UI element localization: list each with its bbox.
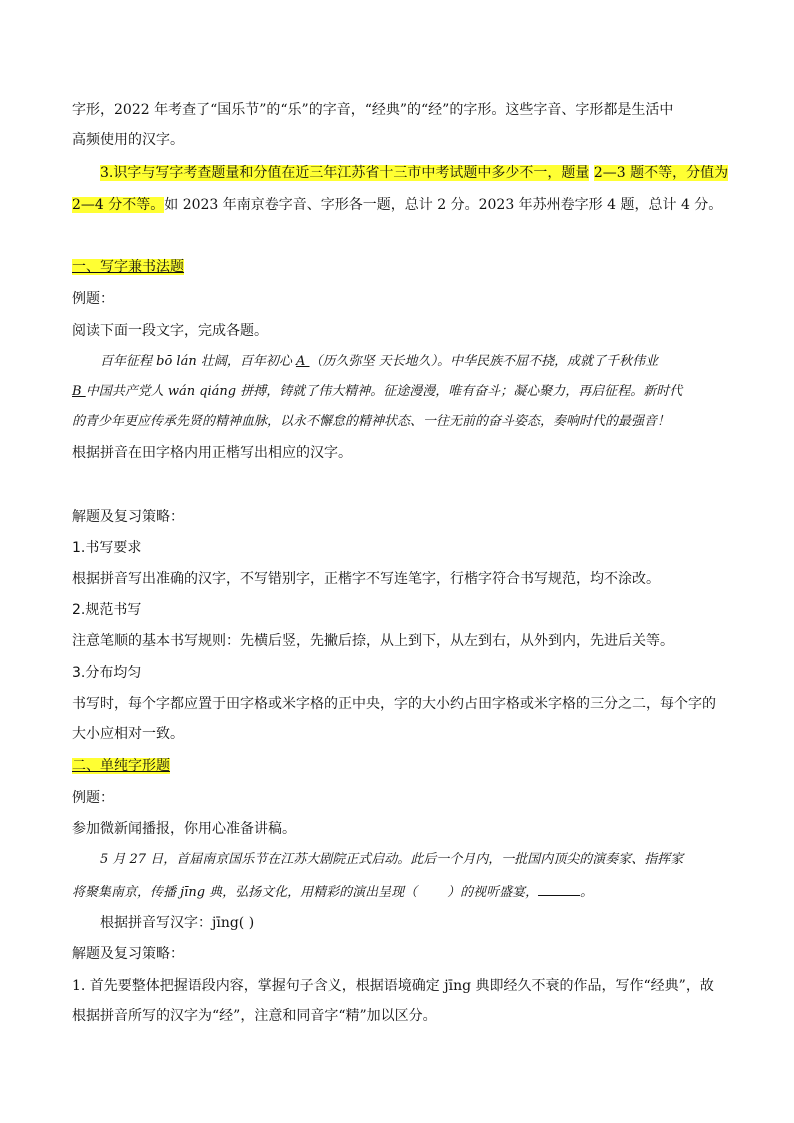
paragraph-line [72, 321, 268, 341]
passage-line [72, 881, 593, 903]
text: 高频使用的汉字。 [72, 132, 184, 148]
example-label [72, 788, 114, 808]
list-item [72, 538, 141, 558]
text: 例题： [72, 790, 114, 806]
text: 根据拼音写汉字：jīng( ) [100, 915, 255, 931]
paragraph-line [72, 694, 716, 714]
passage-line [72, 382, 682, 402]
paragraph-line [72, 443, 352, 463]
highlight-text: 3.识字与写字考查题量和分值在近三年江苏省十三市中考试题中多少不一，题量 [100, 165, 590, 181]
paragraph-line [72, 724, 184, 744]
text: 注意笔顺的基本书写规则：先横后竖，先撇后捺，从上到下，从左到右，从外到内，先进后关等。 [72, 633, 674, 649]
list-item [72, 600, 141, 620]
text: 参加微新闻播报，你用心准备讲稿。 [72, 821, 296, 837]
paragraph-line [72, 100, 673, 120]
text: 解题及复习策略： [72, 509, 184, 525]
paragraph-line [72, 569, 660, 589]
paragraph-line [72, 631, 674, 651]
example-label [72, 289, 114, 309]
blank-a: A [295, 354, 310, 369]
passage-line [72, 412, 670, 432]
text: 如 2023 年南京卷字音、字形各一题，总计 2 分。2023 年苏州卷字形 4 题，总计 4 分。 [164, 197, 723, 213]
text: 5 月 27 日，首届南京国乐节在江苏大剧院正式启动。此后一个月内，一批国内顶尖的演奏家、指挥家 [100, 852, 684, 867]
strategy-label [72, 944, 184, 964]
text: 3.分布均匀 [72, 665, 142, 681]
heading-text: 一、写字兼书法题 [72, 259, 184, 275]
text: 。 [580, 885, 594, 900]
text: 中国共产党人 wán qiáng 拼搏，铸就了伟大精神。征途漫漫，唯有奋斗；凝心聚力，再启征程。新时代 [85, 384, 683, 399]
section-heading [72, 756, 170, 776]
highlight-text: 2—4 分不等。 [72, 197, 165, 213]
text: 例题： [72, 291, 114, 307]
text: 百年征程 bō lán 壮阔，百年初心 [100, 354, 296, 369]
text: （历久弥坚 天长地久）。中华民族不屈不挠，成就了千秋伟业 [309, 354, 659, 369]
text: 解题及复习策略： [72, 946, 184, 962]
text: 根据拼音写出准确的汉字，不写错别字，正楷字不写连笔字，行楷字符合书写规范，均不涂改。 [72, 571, 660, 587]
text: ）的视听盛宴， [447, 885, 539, 900]
text: 的青少年更应传承先贤的精神血脉，以永不懈怠的精神状态、一往无前的奋斗姿态，奏响时代的最强音！ [72, 414, 671, 429]
text: 将聚集南京，传播 jīng 典，弘扬文化，用精彩的演出呈现（ [72, 885, 418, 900]
text: 根据拼音所写的汉字为“经”，注意和同音字“精”加以区分。 [72, 1008, 437, 1024]
text: 字形，2022 年考查了“国乐节”的“乐”的字音，“经典”的“经”的字形。这些字音、字形都是生活中 [72, 102, 674, 118]
text: 书写时，每个字都应置于田字格或米字格的正中央，字的大小约占田字格或米字格的三分之二，每个字的 [72, 696, 716, 712]
strategy-label [72, 507, 184, 527]
paragraph-line [72, 976, 714, 996]
text: 1. 首先要整体把握语段内容，掌握句子含义，根据语境确定 jīng 典即经久不衰的作品，写作“经典”，故 [72, 978, 714, 994]
text: 大小应相对一致。 [72, 726, 184, 742]
heading-text: 二、单纯字形题 [72, 758, 170, 774]
paragraph-line [100, 913, 254, 933]
list-item [72, 663, 141, 683]
answer-blank [538, 881, 580, 896]
passage-line [100, 352, 658, 372]
text: 2.规范书写 [72, 602, 142, 618]
passage-line [100, 850, 683, 870]
highlight-text: 2—3 题不等，分值为 [593, 165, 729, 181]
section-heading [72, 257, 184, 277]
paragraph-line [72, 1006, 437, 1026]
blank-b: B [72, 384, 86, 399]
paragraph-line [72, 819, 296, 839]
paragraph-line [72, 130, 184, 150]
text: 1.书写要求 [72, 540, 142, 556]
text: 阅读下面一段文字，完成各题。 [72, 323, 268, 339]
text: 根据拼音在田字格内用正楷写出相应的汉字。 [72, 445, 352, 461]
paragraph-line [72, 195, 722, 215]
paragraph-line [100, 163, 728, 183]
